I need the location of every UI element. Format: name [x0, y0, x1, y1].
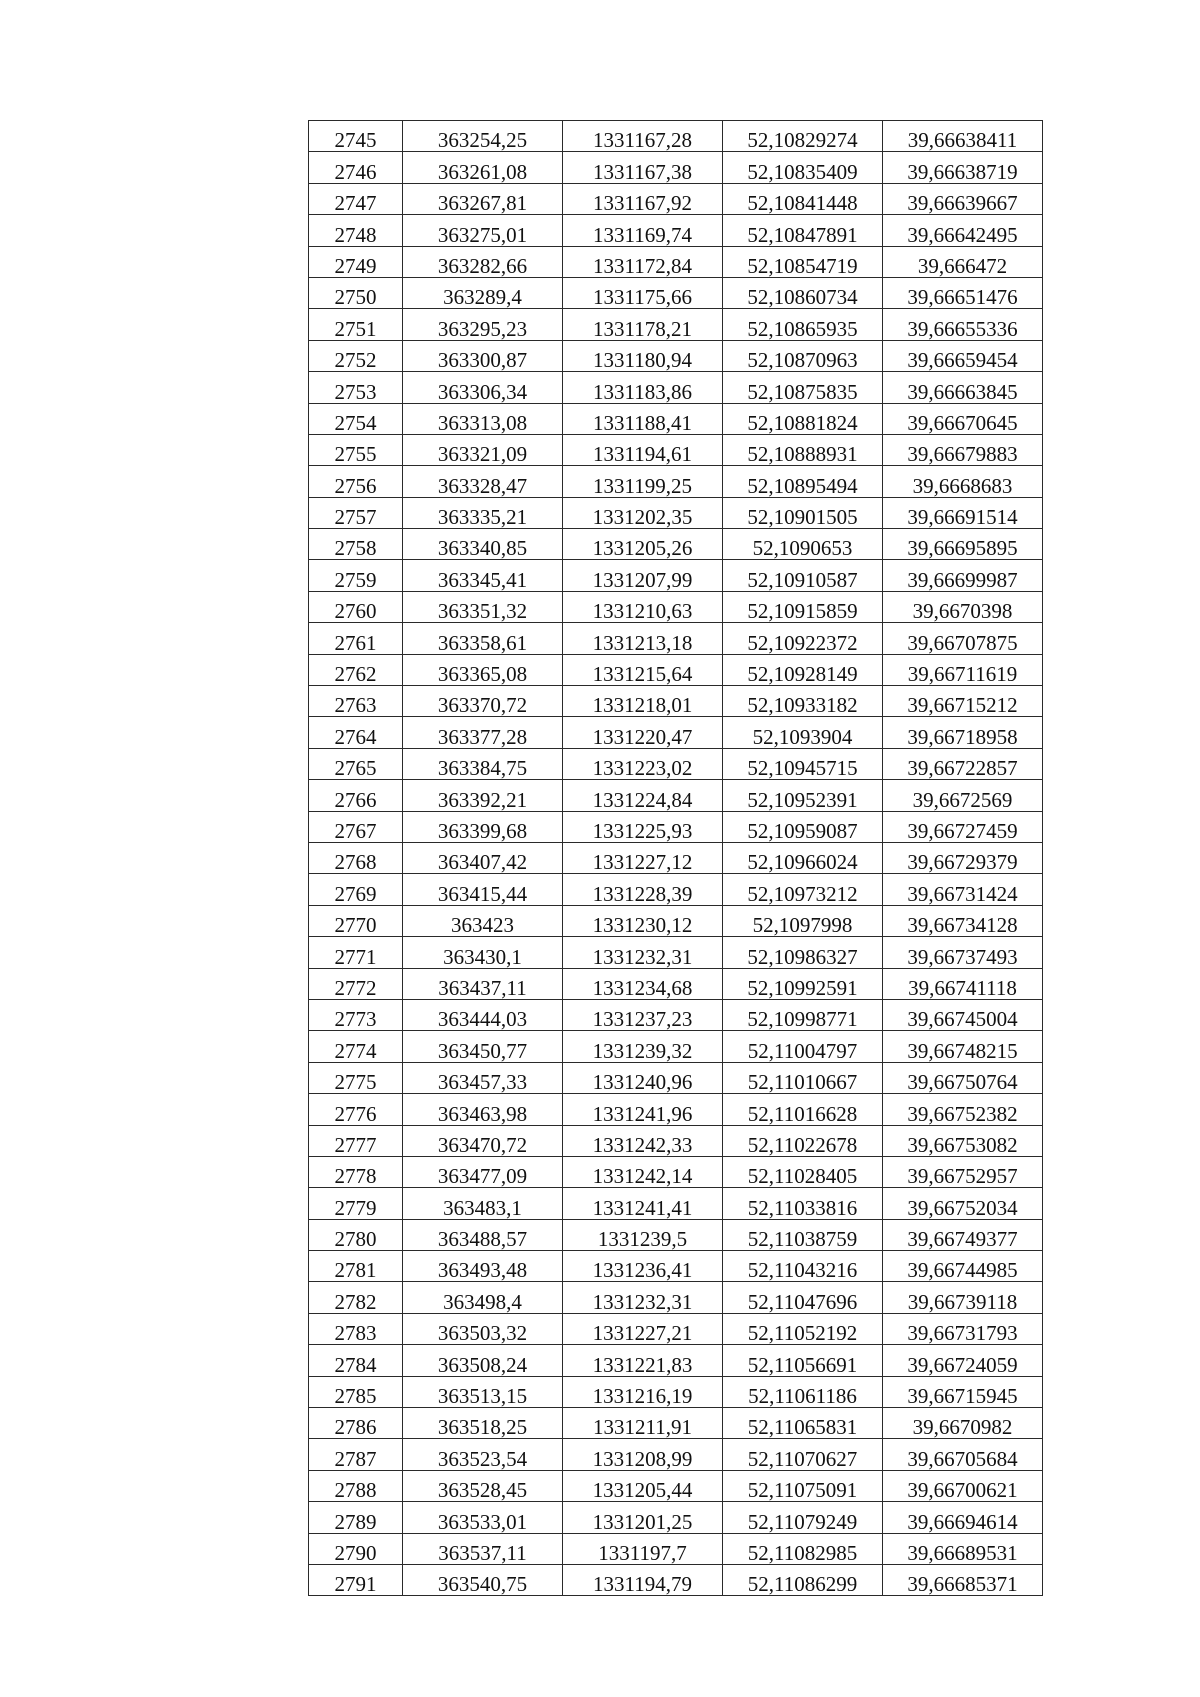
longitude-cell: 39,66718958	[883, 717, 1043, 748]
table-row	[309, 372, 1043, 403]
y-coordinate-cell: 1331227,12	[563, 842, 723, 873]
x-coordinate-cell: 363328,47	[403, 466, 563, 497]
latitude-cell: 52,11061186	[723, 1376, 883, 1407]
table-row	[309, 811, 1043, 842]
point-number-cell: 2773	[309, 999, 403, 1030]
point-number-cell: 2766	[309, 780, 403, 811]
latitude-cell: 52,10922372	[723, 623, 883, 654]
point-number-cell: 2781	[309, 1251, 403, 1282]
x-coordinate-cell: 363261,08	[403, 152, 563, 183]
point-number-cell: 2761	[309, 623, 403, 654]
latitude-cell: 52,11065831	[723, 1408, 883, 1439]
y-coordinate-cell: 1331205,26	[563, 529, 723, 560]
point-number-cell: 2751	[309, 309, 403, 340]
point-number-cell: 2791	[309, 1564, 403, 1595]
y-coordinate-cell: 1331220,47	[563, 717, 723, 748]
table-row	[309, 780, 1043, 811]
longitude-cell: 39,66744985	[883, 1251, 1043, 1282]
table-row	[309, 309, 1043, 340]
longitude-cell: 39,66685371	[883, 1564, 1043, 1595]
longitude-cell: 39,6670982	[883, 1408, 1043, 1439]
x-coordinate-cell: 363254,25	[403, 121, 563, 152]
table-row	[309, 1376, 1043, 1407]
x-coordinate-cell: 363533,01	[403, 1502, 563, 1533]
y-coordinate-cell: 1331202,35	[563, 497, 723, 528]
longitude-cell: 39,66731424	[883, 874, 1043, 905]
y-coordinate-cell: 1331227,21	[563, 1313, 723, 1344]
latitude-cell: 52,10915859	[723, 591, 883, 622]
x-coordinate-cell: 363523,54	[403, 1439, 563, 1470]
latitude-cell: 52,11082985	[723, 1533, 883, 1564]
y-coordinate-cell: 1331178,21	[563, 309, 723, 340]
y-coordinate-cell: 1331242,14	[563, 1156, 723, 1187]
longitude-cell: 39,66753082	[883, 1125, 1043, 1156]
y-coordinate-cell: 1331239,32	[563, 1031, 723, 1062]
x-coordinate-cell: 363365,08	[403, 654, 563, 685]
x-coordinate-cell: 363513,15	[403, 1376, 563, 1407]
point-number-cell: 2790	[309, 1533, 403, 1564]
point-number-cell: 2782	[309, 1282, 403, 1313]
point-number-cell: 2752	[309, 340, 403, 371]
x-coordinate-cell: 363528,45	[403, 1470, 563, 1501]
table-row	[309, 1031, 1043, 1062]
longitude-cell: 39,66700621	[883, 1470, 1043, 1501]
point-number-cell: 2757	[309, 497, 403, 528]
x-coordinate-cell: 363275,01	[403, 215, 563, 246]
y-coordinate-cell: 1331183,86	[563, 372, 723, 403]
x-coordinate-cell: 363306,34	[403, 372, 563, 403]
point-number-cell: 2783	[309, 1313, 403, 1344]
latitude-cell: 52,10865935	[723, 309, 883, 340]
latitude-cell: 52,10910587	[723, 560, 883, 591]
latitude-cell: 52,11047696	[723, 1282, 883, 1313]
latitude-cell: 52,11033816	[723, 1188, 883, 1219]
table-row	[309, 999, 1043, 1030]
table-row	[309, 1094, 1043, 1125]
longitude-cell: 39,66711619	[883, 654, 1043, 685]
y-coordinate-cell: 1331201,25	[563, 1502, 723, 1533]
y-coordinate-cell: 1331205,44	[563, 1470, 723, 1501]
y-coordinate-cell: 1331218,01	[563, 686, 723, 717]
x-coordinate-cell: 363282,66	[403, 246, 563, 277]
table-row	[309, 1533, 1043, 1564]
y-coordinate-cell: 1331224,84	[563, 780, 723, 811]
table-row	[309, 183, 1043, 214]
x-coordinate-cell: 363370,72	[403, 686, 563, 717]
x-coordinate-cell: 363415,44	[403, 874, 563, 905]
longitude-cell: 39,66727459	[883, 811, 1043, 842]
point-number-cell: 2747	[309, 183, 403, 214]
point-number-cell: 2750	[309, 277, 403, 308]
longitude-cell: 39,66745004	[883, 999, 1043, 1030]
latitude-cell: 52,10998771	[723, 999, 883, 1030]
table-row	[309, 717, 1043, 748]
longitude-cell: 39,66715945	[883, 1376, 1043, 1407]
latitude-cell: 52,10888931	[723, 434, 883, 465]
x-coordinate-cell: 363423	[403, 905, 563, 936]
point-number-cell: 2749	[309, 246, 403, 277]
table-row	[309, 1470, 1043, 1501]
x-coordinate-cell: 363437,11	[403, 968, 563, 999]
point-number-cell: 2758	[309, 529, 403, 560]
longitude-cell: 39,66670645	[883, 403, 1043, 434]
y-coordinate-cell: 1331241,96	[563, 1094, 723, 1125]
point-number-cell: 2777	[309, 1125, 403, 1156]
longitude-cell: 39,66651476	[883, 277, 1043, 308]
point-number-cell: 2788	[309, 1470, 403, 1501]
latitude-cell: 52,10829274	[723, 121, 883, 152]
point-number-cell: 2787	[309, 1439, 403, 1470]
longitude-cell: 39,66691514	[883, 497, 1043, 528]
y-coordinate-cell: 1331169,74	[563, 215, 723, 246]
latitude-cell: 52,11038759	[723, 1219, 883, 1250]
y-coordinate-cell: 1331167,38	[563, 152, 723, 183]
x-coordinate-cell: 363508,24	[403, 1345, 563, 1376]
y-coordinate-cell: 1331223,02	[563, 748, 723, 779]
latitude-cell: 52,11004797	[723, 1031, 883, 1062]
point-number-cell: 2767	[309, 811, 403, 842]
table-row	[309, 466, 1043, 497]
y-coordinate-cell: 1331194,61	[563, 434, 723, 465]
table-row	[309, 842, 1043, 873]
latitude-cell: 52,10847891	[723, 215, 883, 246]
longitude-cell: 39,66715212	[883, 686, 1043, 717]
x-coordinate-cell: 363399,68	[403, 811, 563, 842]
table-row	[309, 1282, 1043, 1313]
point-number-cell: 2762	[309, 654, 403, 685]
point-number-cell: 2771	[309, 937, 403, 968]
x-coordinate-cell: 363470,72	[403, 1125, 563, 1156]
latitude-cell: 52,10992591	[723, 968, 883, 999]
latitude-cell: 52,1093904	[723, 717, 883, 748]
x-coordinate-cell: 363450,77	[403, 1031, 563, 1062]
table-row	[309, 1156, 1043, 1187]
x-coordinate-cell: 363392,21	[403, 780, 563, 811]
point-number-cell: 2764	[309, 717, 403, 748]
y-coordinate-cell: 1331221,83	[563, 1345, 723, 1376]
table-row	[309, 1062, 1043, 1093]
y-coordinate-cell: 1331242,33	[563, 1125, 723, 1156]
table-row	[309, 937, 1043, 968]
latitude-cell: 52,10841448	[723, 183, 883, 214]
x-coordinate-cell: 363488,57	[403, 1219, 563, 1250]
longitude-cell: 39,66752957	[883, 1156, 1043, 1187]
latitude-cell: 52,10959087	[723, 811, 883, 842]
latitude-cell: 52,11022678	[723, 1125, 883, 1156]
x-coordinate-cell: 363477,09	[403, 1156, 563, 1187]
table-row	[309, 497, 1043, 528]
point-number-cell: 2763	[309, 686, 403, 717]
longitude-cell: 39,66689531	[883, 1533, 1043, 1564]
x-coordinate-cell: 363358,61	[403, 623, 563, 654]
longitude-cell: 39,66638719	[883, 152, 1043, 183]
table-row	[309, 434, 1043, 465]
point-number-cell: 2778	[309, 1156, 403, 1187]
longitude-cell: 39,66737493	[883, 937, 1043, 968]
y-coordinate-cell: 1331239,5	[563, 1219, 723, 1250]
table-row	[309, 1345, 1043, 1376]
point-number-cell: 2756	[309, 466, 403, 497]
longitude-cell: 39,66655336	[883, 309, 1043, 340]
table-row	[309, 654, 1043, 685]
latitude-cell: 52,11028405	[723, 1156, 883, 1187]
longitude-cell: 39,66750764	[883, 1062, 1043, 1093]
latitude-cell: 52,10986327	[723, 937, 883, 968]
longitude-cell: 39,66642495	[883, 215, 1043, 246]
latitude-cell: 52,10952391	[723, 780, 883, 811]
longitude-cell: 39,66639667	[883, 183, 1043, 214]
table-row	[309, 1502, 1043, 1533]
longitude-cell: 39,66707875	[883, 623, 1043, 654]
x-coordinate-cell: 363321,09	[403, 434, 563, 465]
table-row	[309, 340, 1043, 371]
latitude-cell: 52,11016628	[723, 1094, 883, 1125]
y-coordinate-cell: 1331241,41	[563, 1188, 723, 1219]
x-coordinate-cell: 363444,03	[403, 999, 563, 1030]
y-coordinate-cell: 1331240,96	[563, 1062, 723, 1093]
y-coordinate-cell: 1331236,41	[563, 1251, 723, 1282]
y-coordinate-cell: 1331237,23	[563, 999, 723, 1030]
point-number-cell: 2786	[309, 1408, 403, 1439]
y-coordinate-cell: 1331230,12	[563, 905, 723, 936]
x-coordinate-cell: 363407,42	[403, 842, 563, 873]
table-row	[309, 403, 1043, 434]
latitude-cell: 52,11052192	[723, 1313, 883, 1344]
latitude-cell: 52,11086299	[723, 1564, 883, 1595]
point-number-cell: 2745	[309, 121, 403, 152]
y-coordinate-cell: 1331232,31	[563, 937, 723, 968]
x-coordinate-cell: 363335,21	[403, 497, 563, 528]
x-coordinate-cell: 363503,32	[403, 1313, 563, 1344]
table-row	[309, 246, 1043, 277]
coordinates-table	[308, 120, 1043, 1596]
table-row	[309, 529, 1043, 560]
latitude-cell: 52,10895494	[723, 466, 883, 497]
latitude-cell: 52,11079249	[723, 1502, 883, 1533]
x-coordinate-cell: 363345,41	[403, 560, 563, 591]
table-row	[309, 1439, 1043, 1470]
x-coordinate-cell: 363377,28	[403, 717, 563, 748]
point-number-cell: 2774	[309, 1031, 403, 1062]
point-number-cell: 2768	[309, 842, 403, 873]
latitude-cell: 52,11056691	[723, 1345, 883, 1376]
x-coordinate-cell: 363300,87	[403, 340, 563, 371]
table-row	[309, 121, 1043, 152]
latitude-cell: 52,1090653	[723, 529, 883, 560]
point-number-cell: 2746	[309, 152, 403, 183]
table-row	[309, 1408, 1043, 1439]
table-row	[309, 591, 1043, 622]
latitude-cell: 52,10901505	[723, 497, 883, 528]
point-number-cell: 2784	[309, 1345, 403, 1376]
longitude-cell: 39,66722857	[883, 748, 1043, 779]
longitude-cell: 39,66739118	[883, 1282, 1043, 1313]
y-coordinate-cell: 1331167,92	[563, 183, 723, 214]
y-coordinate-cell: 1331211,91	[563, 1408, 723, 1439]
longitude-cell: 39,66724059	[883, 1345, 1043, 1376]
longitude-cell: 39,6672569	[883, 780, 1043, 811]
latitude-cell: 52,10875835	[723, 372, 883, 403]
table-row	[309, 968, 1043, 999]
y-coordinate-cell: 1331172,84	[563, 246, 723, 277]
point-number-cell: 2755	[309, 434, 403, 465]
longitude-cell: 39,66752382	[883, 1094, 1043, 1125]
point-number-cell: 2769	[309, 874, 403, 905]
x-coordinate-cell: 363289,4	[403, 277, 563, 308]
y-coordinate-cell: 1331175,66	[563, 277, 723, 308]
x-coordinate-cell: 363313,08	[403, 403, 563, 434]
point-number-cell: 2772	[309, 968, 403, 999]
latitude-cell: 52,10966024	[723, 842, 883, 873]
point-number-cell: 2779	[309, 1188, 403, 1219]
longitude-cell: 39,666472	[883, 246, 1043, 277]
latitude-cell: 52,10860734	[723, 277, 883, 308]
longitude-cell: 39,66663845	[883, 372, 1043, 403]
point-number-cell: 2785	[309, 1376, 403, 1407]
longitude-cell: 39,66729379	[883, 842, 1043, 873]
y-coordinate-cell: 1331188,41	[563, 403, 723, 434]
y-coordinate-cell: 1331213,18	[563, 623, 723, 654]
table-row	[309, 215, 1043, 246]
y-coordinate-cell: 1331232,31	[563, 1282, 723, 1313]
table-row	[309, 1313, 1043, 1344]
longitude-cell: 39,66752034	[883, 1188, 1043, 1219]
longitude-cell: 39,66694614	[883, 1502, 1043, 1533]
latitude-cell: 52,10854719	[723, 246, 883, 277]
table-row	[309, 748, 1043, 779]
x-coordinate-cell: 363267,81	[403, 183, 563, 214]
latitude-cell: 52,10928149	[723, 654, 883, 685]
table-row	[309, 1125, 1043, 1156]
y-coordinate-cell: 1331215,64	[563, 654, 723, 685]
longitude-cell: 39,66734128	[883, 905, 1043, 936]
x-coordinate-cell: 363518,25	[403, 1408, 563, 1439]
latitude-cell: 52,11043216	[723, 1251, 883, 1282]
table-row	[309, 1188, 1043, 1219]
x-coordinate-cell: 363351,32	[403, 591, 563, 622]
y-coordinate-cell: 1331207,99	[563, 560, 723, 591]
y-coordinate-cell: 1331197,7	[563, 1533, 723, 1564]
table-row	[309, 277, 1043, 308]
point-number-cell: 2789	[309, 1502, 403, 1533]
longitude-cell: 39,66749377	[883, 1219, 1043, 1250]
longitude-cell: 39,66659454	[883, 340, 1043, 371]
y-coordinate-cell: 1331199,25	[563, 466, 723, 497]
x-coordinate-cell: 363540,75	[403, 1564, 563, 1595]
y-coordinate-cell: 1331210,63	[563, 591, 723, 622]
table-row	[309, 152, 1043, 183]
x-coordinate-cell: 363493,48	[403, 1251, 563, 1282]
point-number-cell: 2765	[309, 748, 403, 779]
table-row	[309, 874, 1043, 905]
y-coordinate-cell: 1331234,68	[563, 968, 723, 999]
table-row	[309, 560, 1043, 591]
table-row	[309, 1219, 1043, 1250]
point-number-cell: 2759	[309, 560, 403, 591]
latitude-cell: 52,10881824	[723, 403, 883, 434]
point-number-cell: 2776	[309, 1094, 403, 1125]
longitude-cell: 39,66731793	[883, 1313, 1043, 1344]
latitude-cell: 52,11070627	[723, 1439, 883, 1470]
point-number-cell: 2753	[309, 372, 403, 403]
point-number-cell: 2770	[309, 905, 403, 936]
table-row	[309, 905, 1043, 936]
x-coordinate-cell: 363430,1	[403, 937, 563, 968]
x-coordinate-cell: 363457,33	[403, 1062, 563, 1093]
longitude-cell: 39,66695895	[883, 529, 1043, 560]
longitude-cell: 39,66638411	[883, 121, 1043, 152]
latitude-cell: 52,10835409	[723, 152, 883, 183]
y-coordinate-cell: 1331194,79	[563, 1564, 723, 1595]
y-coordinate-cell: 1331180,94	[563, 340, 723, 371]
point-number-cell: 2754	[309, 403, 403, 434]
latitude-cell: 52,11010667	[723, 1062, 883, 1093]
x-coordinate-cell: 363483,1	[403, 1188, 563, 1219]
latitude-cell: 52,11075091	[723, 1470, 883, 1501]
point-number-cell: 2780	[309, 1219, 403, 1250]
x-coordinate-cell: 363295,23	[403, 309, 563, 340]
coordinates-table-body	[309, 121, 1043, 1596]
point-number-cell: 2748	[309, 215, 403, 246]
y-coordinate-cell: 1331216,19	[563, 1376, 723, 1407]
longitude-cell: 39,66741118	[883, 968, 1043, 999]
x-coordinate-cell: 363384,75	[403, 748, 563, 779]
x-coordinate-cell: 363537,11	[403, 1533, 563, 1564]
table-row	[309, 1564, 1043, 1595]
longitude-cell: 39,6670398	[883, 591, 1043, 622]
y-coordinate-cell: 1331225,93	[563, 811, 723, 842]
x-coordinate-cell: 363498,4	[403, 1282, 563, 1313]
table-row	[309, 686, 1043, 717]
table-row	[309, 623, 1043, 654]
latitude-cell: 52,10945715	[723, 748, 883, 779]
longitude-cell: 39,66748215	[883, 1031, 1043, 1062]
table-row	[309, 1251, 1043, 1282]
longitude-cell: 39,6668683	[883, 466, 1043, 497]
longitude-cell: 39,66699987	[883, 560, 1043, 591]
longitude-cell: 39,66705684	[883, 1439, 1043, 1470]
y-coordinate-cell: 1331167,28	[563, 121, 723, 152]
y-coordinate-cell: 1331208,99	[563, 1439, 723, 1470]
point-number-cell: 2760	[309, 591, 403, 622]
latitude-cell: 52,10933182	[723, 686, 883, 717]
x-coordinate-cell: 363340,85	[403, 529, 563, 560]
latitude-cell: 52,10973212	[723, 874, 883, 905]
point-number-cell: 2775	[309, 1062, 403, 1093]
x-coordinate-cell: 363463,98	[403, 1094, 563, 1125]
longitude-cell: 39,66679883	[883, 434, 1043, 465]
latitude-cell: 52,10870963	[723, 340, 883, 371]
latitude-cell: 52,1097998	[723, 905, 883, 936]
y-coordinate-cell: 1331228,39	[563, 874, 723, 905]
